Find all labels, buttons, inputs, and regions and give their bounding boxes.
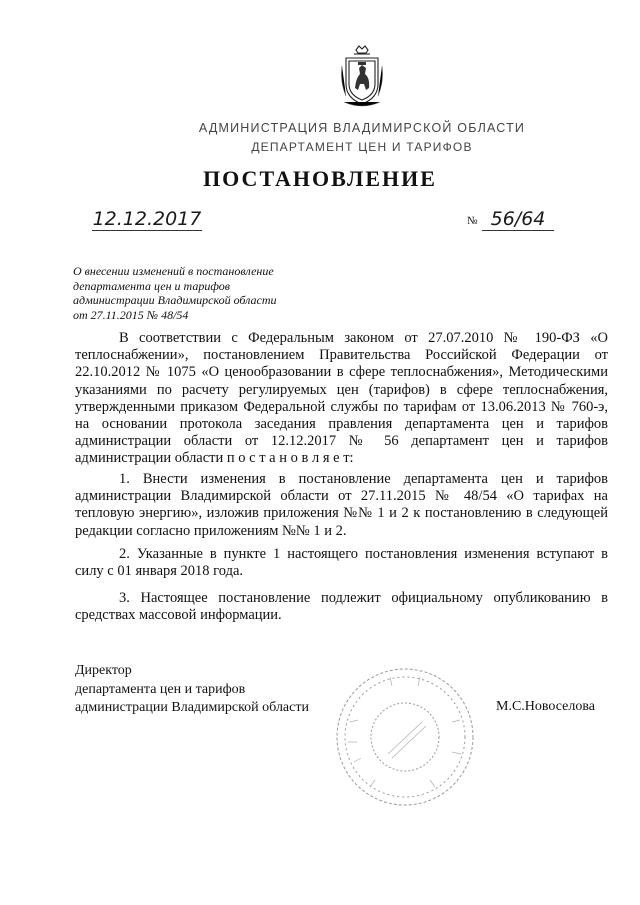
number-prefix: № xyxy=(467,215,478,227)
item-2-paragraph: 2. Указанные в пункте 1 настоящего постановления изменения вступают в силу с 01 января 2018 года. xyxy=(75,546,608,580)
signatory-title-block xyxy=(75,662,309,718)
signatory-name: М.С.Новоселова xyxy=(496,699,595,714)
document-number: 56/64 xyxy=(482,208,554,231)
preamble-paragraph: В соответствии с Федеральным законом от 27.07.2010 № 190-ФЗ «О теплоснабжении», постановлением Правительства Российской Федерации от 22.10.2012 № 1075 «О ценообразовании в сфере теплоснабжения», Методическими указаниями по расчету регулируемых цен (тарифов) в сфере теплоснабжения, утвержденными приказом Федеральной службы по тарифам от 13.06.2013 № 760-э, на основании протокола заседания правления департамента цен и тарифов администрации области от 12.12.2017 № 56 департамент цен и тарифов администрации области п о с т а н о в л я е т: xyxy=(75,330,608,467)
agency-name: АДМИНИСТРАЦИЯ ВЛАДИМИРСКОЙ ОБЛАСТИ xyxy=(198,121,526,135)
subject-line: О внесении изменений в постановление xyxy=(73,264,274,278)
signatory-title-line: департамента цен и тарифов xyxy=(75,681,246,697)
subject-line: департамента цен и тарифов xyxy=(73,278,230,293)
coat-of-arms-icon xyxy=(338,44,386,110)
subject-block xyxy=(73,264,333,323)
subject-line: администрации Владимирской области xyxy=(73,293,277,308)
department-name: ДЕПАРТАМЕНТ ЦЕН И ТАРИФОВ xyxy=(251,140,473,154)
signatory-title-line: Директор xyxy=(75,663,132,678)
subject-line: от 27.11.2015 № 48/54 xyxy=(73,308,189,323)
document-date: 12.12.2017 xyxy=(92,208,202,230)
signatory-title-line: администрации Владимирской области xyxy=(75,700,309,715)
item-3-paragraph: 3. Настоящее постановление подлежит официальному опубликованию в средствах массовой информации. xyxy=(75,590,608,624)
official-seal-stamp xyxy=(330,662,480,812)
document-type-title: ПОСТАНОВЛЕНИЕ xyxy=(203,166,437,191)
item-1-paragraph: 1. Внести изменения в постановление департамента цен и тарифов администрации Владимирской области от 27.11.2015 № 48/54 «О тарифах на тепловую энергию», изложив приложения №№ 1 и 2 к постановлению в следующей редакции согласно приложениям №№ 1 и 2. xyxy=(75,471,608,539)
